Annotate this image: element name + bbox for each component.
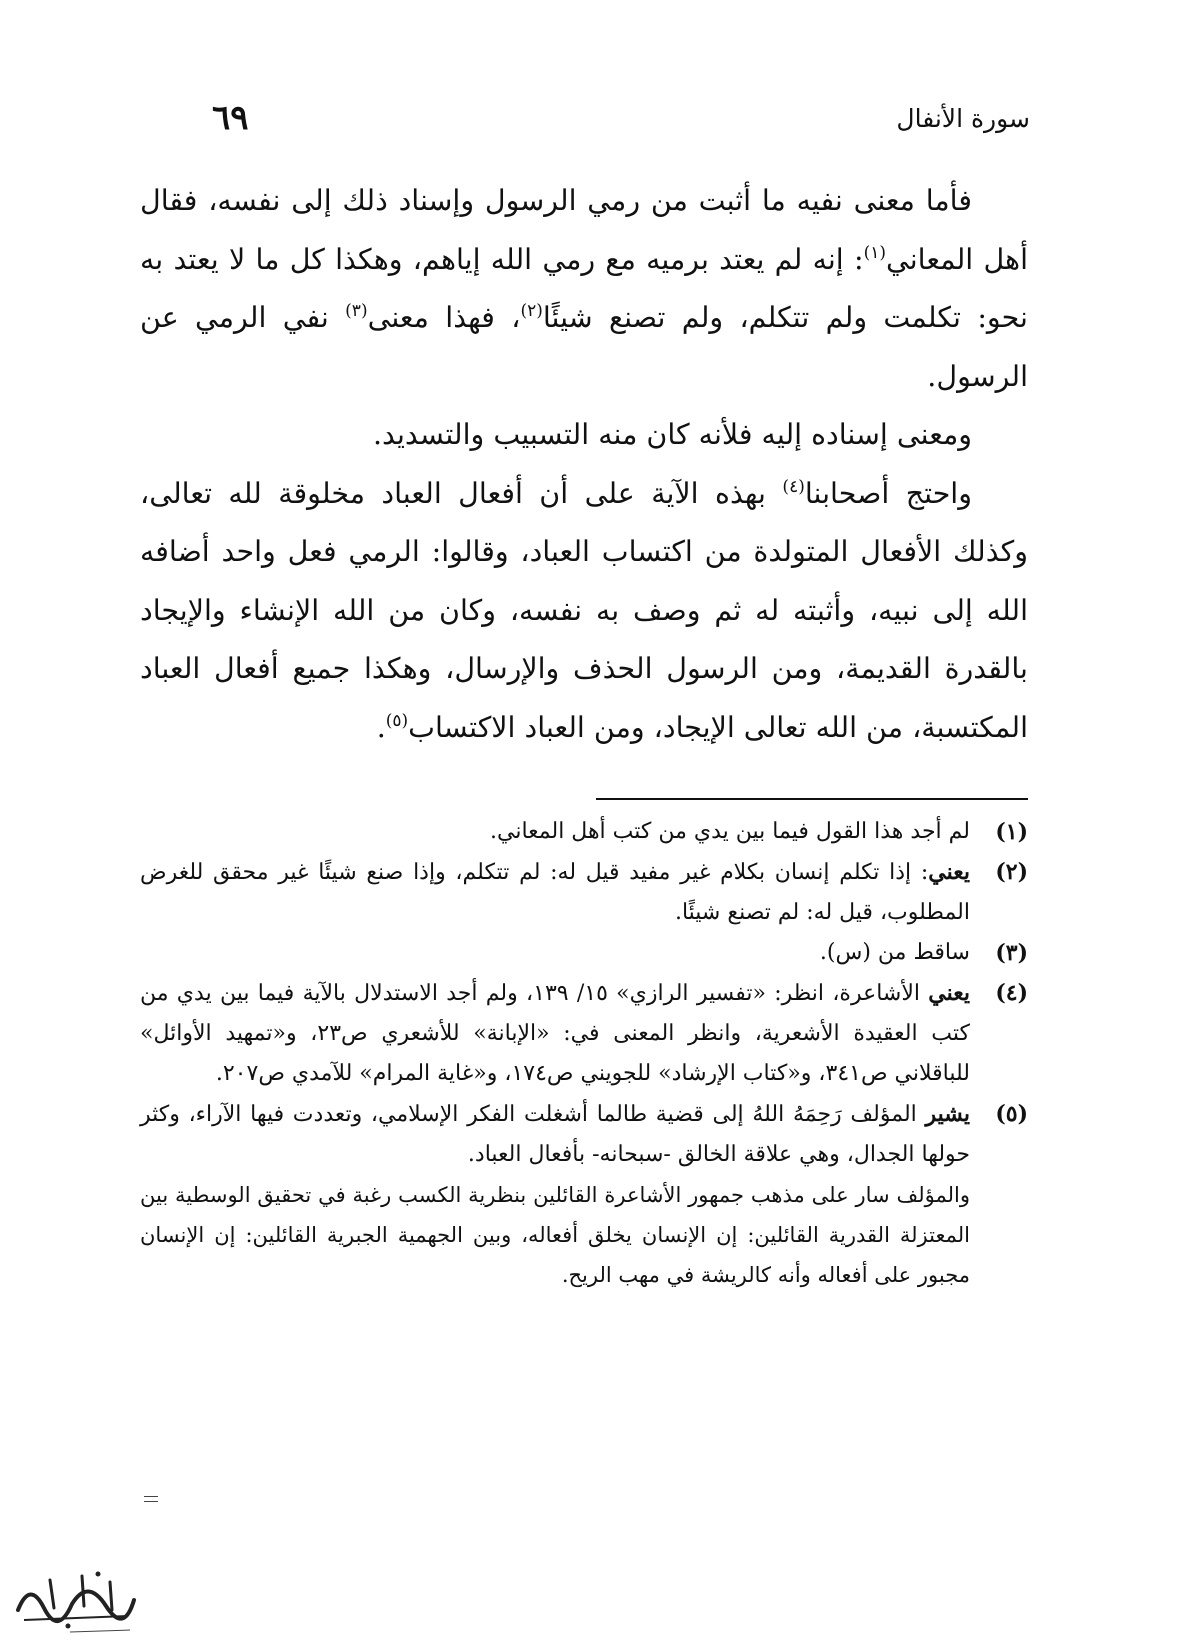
footnote-4-lead: يعني <box>928 980 970 1006</box>
footnote-2-number: (٢) <box>995 859 1028 885</box>
footnote-3-number: (٣) <box>995 940 1028 966</box>
paragraph-1-part-b: : إنه لم يعتد برميه مع رمي الله إياهم، وهكذا كل ما لا يعتد به نحو: تكلمت ولم تتكلم، ولم تصنع شيئًا <box>140 242 1028 334</box>
footnote-4 <box>140 973 1028 1094</box>
footnote-4-body: الأشاعرة، انظر: «تفسير الرازي» ١٥/ ١٣٩، ولم أجد الاستدلال بالآية فيما بين يدي من كتب العقيدة الأشعرية، وانظر المعنى في: «الإبانة» للأشعري ص٢٣، و«تمهيد الأوائل» للباقلاني ص٣٤١، و«كتاب الإرشاد» للجويني ص١٧٤، و«غاية المرام» للآمدي ص٢٠٧. <box>140 981 971 1086</box>
footnote-5-number: (٥) <box>995 1101 1028 1127</box>
publisher-logo <box>10 1560 140 1640</box>
footnote-5-continuation: والمؤلف سار على مذهب جمهور الأشاعرة القائلين بنظرية الكسب رغبة في تحقيق الوسطية بين المعتزلة القدرية القائلين: إن الإنسان يخلق أفعاله، وبين الجهمية الجبرية القائلين: إن الإنسان مجبور على أفعاله وأنه كالريشة في مهب الريح. <box>140 1183 970 1287</box>
footnote-3 <box>140 933 1028 973</box>
footnotes <box>140 812 1028 1295</box>
footnote-2-lead: يعني <box>928 859 970 885</box>
paragraph-1-part-d: نفي الرمي عن الرسول. <box>140 301 1028 393</box>
margin-mark <box>144 1496 158 1502</box>
paragraph-1 <box>140 172 1028 406</box>
footnote-2-body: : إذا تكلم إنسان بكلام غير مفيد قيل له: لم تتكلم، وإذا صنع شيئًا غير محقق للغرض المطلوب، قيل له: لم تصنع شيئًا. <box>140 860 970 925</box>
footnote-ref-3: (٣) <box>345 301 368 321</box>
footnote-1 <box>140 812 1028 852</box>
footnote-2-text <box>140 852 970 933</box>
paragraph-3-part-b: بهذه الآية على أن أفعال العباد مخلوقة لله تعالى، وكذلك الأفعال المتولدة من اكتساب العباد، وقالوا: الرمي فعل واحد أضافه الله إلى نبيه، وأثبته له ثم وصف به نفسه، وكان من الله الإنشاء والإيجاد بالقدرة القديمة، ومن الرسول الحذف والإرسال، وهكذا جميع أفعال العباد المكتسبة، من الله تعالى الإيجاد، ومن العباد الاكتساب <box>140 476 1028 744</box>
paragraph-3 <box>140 465 1028 758</box>
footnote-2 <box>140 852 1028 933</box>
paragraph-3-part-a: واحتج أصحابنا <box>804 476 972 510</box>
footnote-ref-5: (٥) <box>385 710 409 731</box>
footnote-5-lead: يشير <box>925 1101 970 1127</box>
page-number: ٦٩ <box>212 98 249 138</box>
footnote-4-number: (٤) <box>995 980 1028 1006</box>
footnote-5-text <box>140 1094 970 1175</box>
footnote-ref-1: (١) <box>863 242 886 263</box>
running-title: سورة الأنفال <box>896 104 1030 133</box>
footnote-1-number: (١) <box>995 819 1028 845</box>
main-text <box>140 172 1028 757</box>
footnote-separator <box>596 798 1028 800</box>
paragraph-2: ومعنى إسناده إليه فلأنه كان منه التسبيب والتسديد. <box>372 418 972 451</box>
paragraph-1-part-c: ، فهذا معنى <box>367 301 521 334</box>
footnote-5-body: المؤلف رَحِمَهُ اللهُ إلى قضية طالما أشغلت الفكر الإسلامي، وتعددت فيها الآراء، وكثر حولها الجدال، وهي علاقة الخالق -سبحانه- بأفعال العباد. <box>140 1102 970 1167</box>
footnote-1-text: لم أجد هذا القول فيما بين يدي من كتب أهل المعاني. <box>490 819 970 844</box>
footnote-ref-2: (٢) <box>520 301 543 321</box>
paragraph-3-end: . <box>376 710 386 744</box>
footnote-3-text: ساقط من (س). <box>819 940 970 965</box>
page-header <box>200 98 1030 154</box>
footnote-ref-4: (٤) <box>782 476 805 497</box>
footnote-4-text <box>140 973 970 1094</box>
paragraph-1-part-a: فأما معنى نفيه ما أثبت من رمي الرسول وإسناد ذلك إلى نفسه، فقال أهل المعاني <box>140 184 1028 276</box>
footnote-5 <box>140 1094 1028 1175</box>
